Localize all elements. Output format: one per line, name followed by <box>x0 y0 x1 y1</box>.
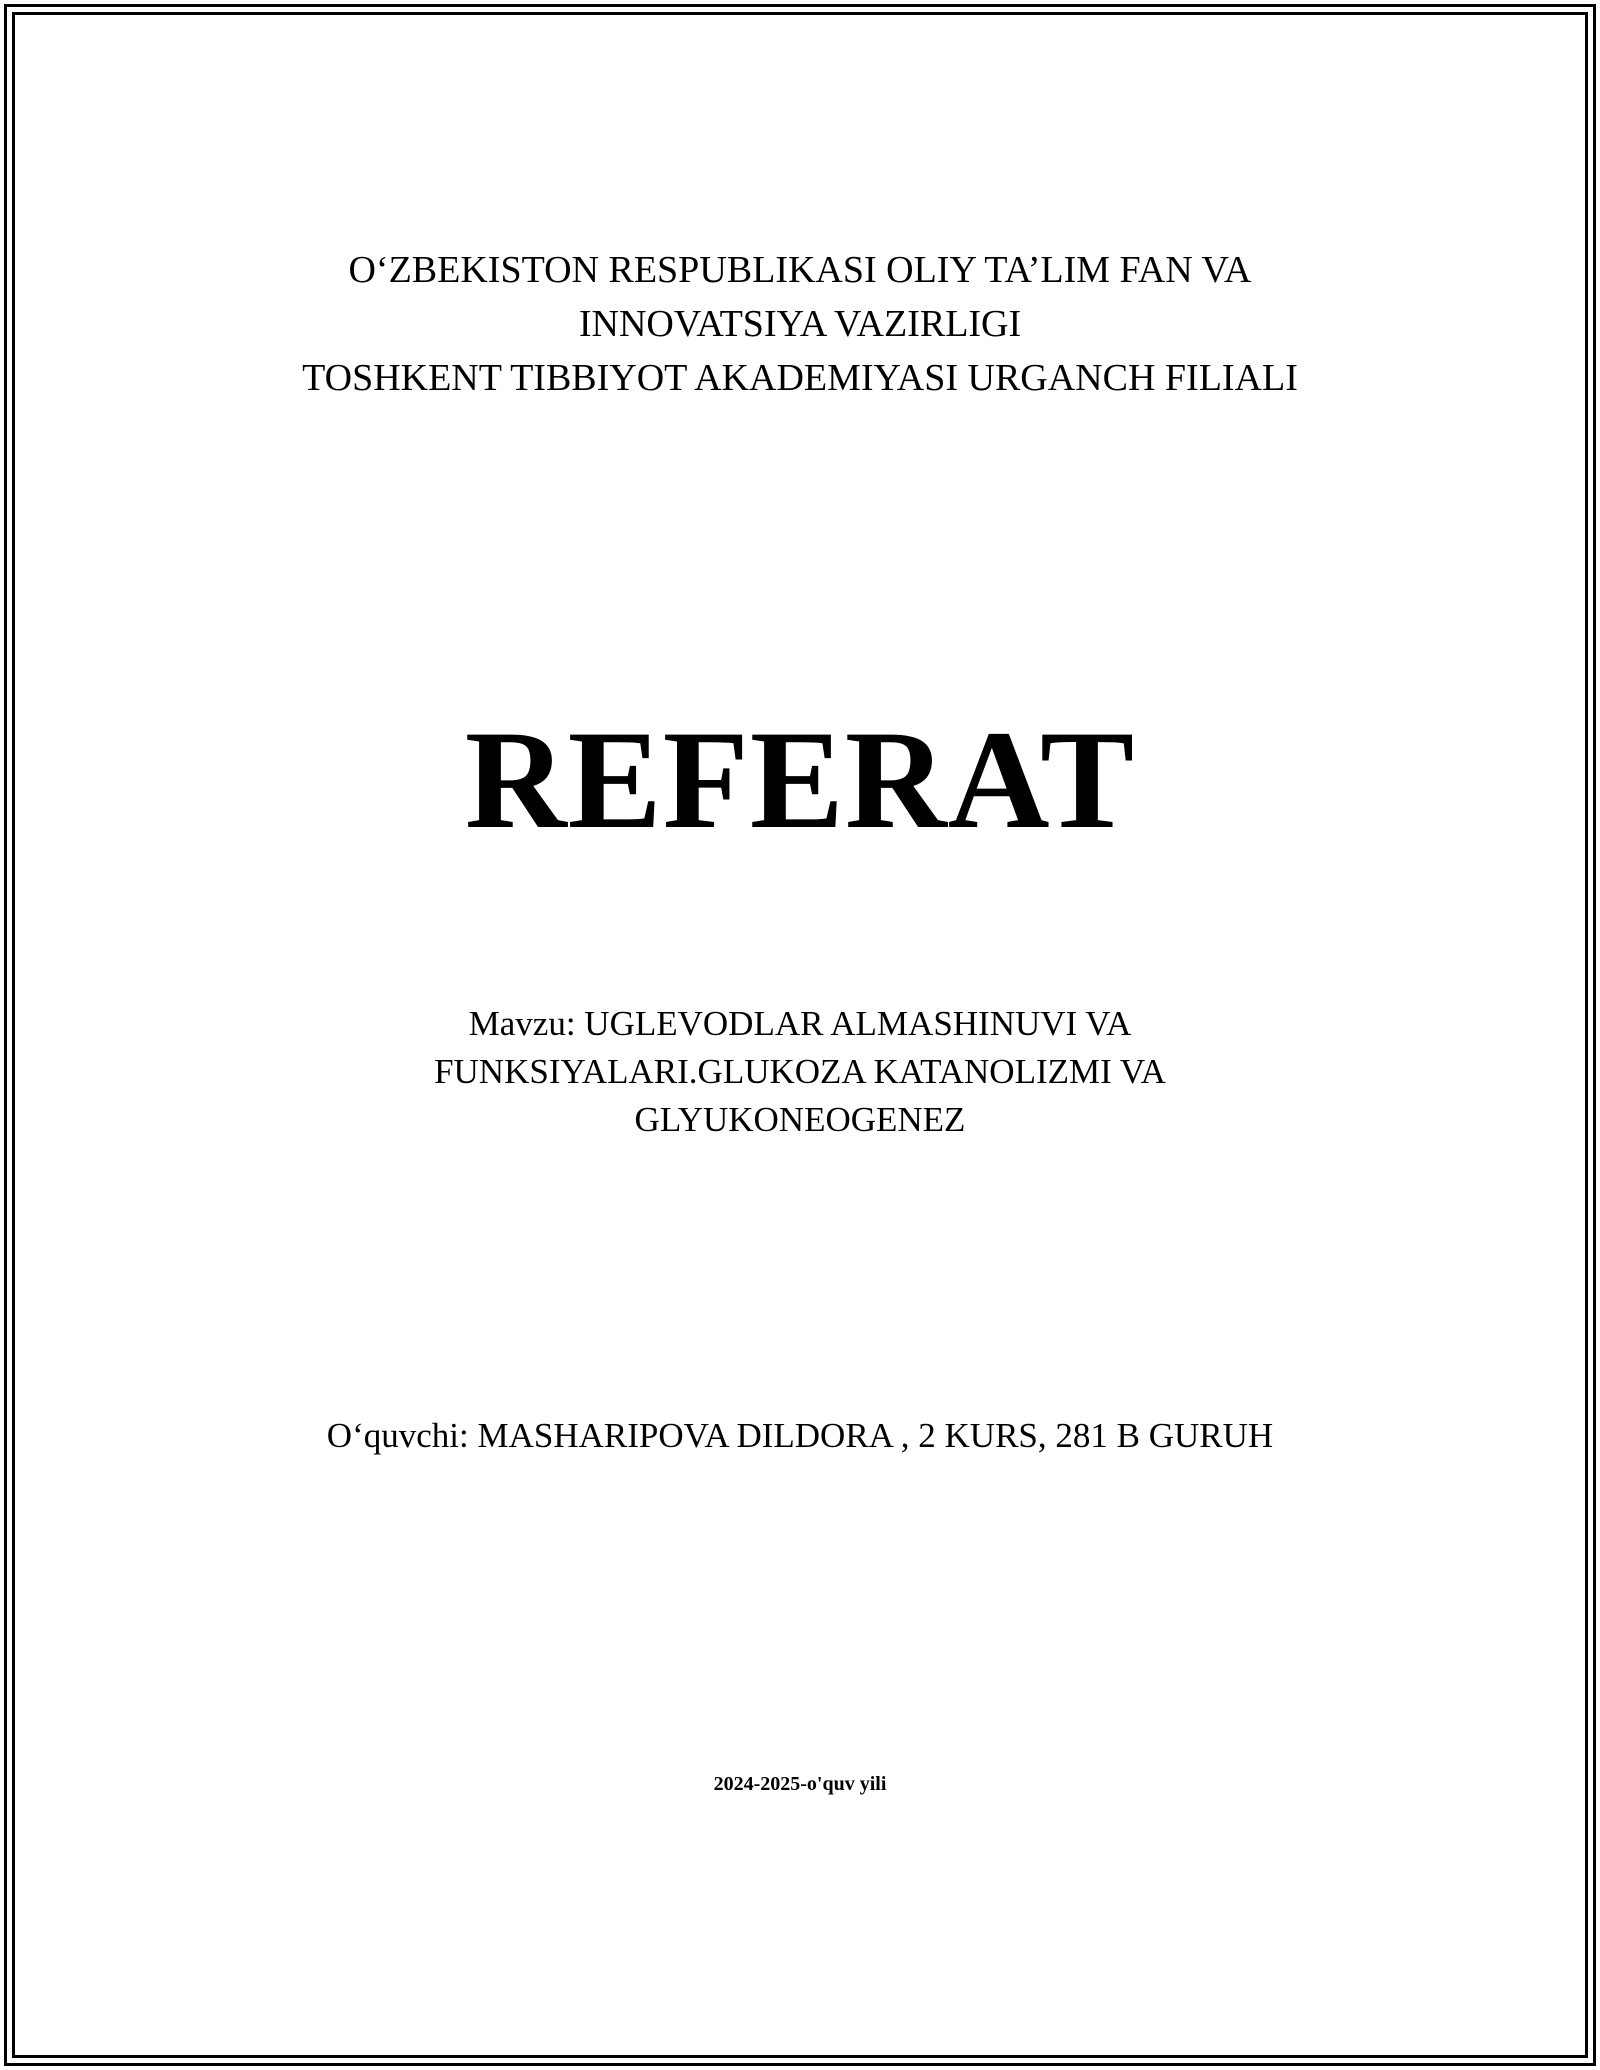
topic-line-3: GLYUKONEOGENEZ <box>634 1100 966 1139</box>
topic-line-1: Mavzu: UGLEVODLAR ALMASHINUVI VA <box>468 1004 1132 1043</box>
header-line-2: INNOVATSIYA VAZIRLIGI <box>578 303 1022 345</box>
student-info: O‘quvchi: MASHARIPOVA DILDORA , 2 KURS, 281 B GURUH <box>326 1416 1274 1455</box>
document-title: REFERAT <box>464 702 1136 858</box>
topic <box>0 1000 1600 1144</box>
header-line-3: TOSHKENT TIBBIYOT AKADEMIYASI URGANCH FILIALI <box>302 357 1298 399</box>
topic-line-2: FUNKSIYALARI.GLUKOZA KATANOLIZMI VA <box>434 1052 1166 1091</box>
institution-header <box>0 243 1600 405</box>
academic-year: 2024-2025-o'quv yili <box>713 1773 887 1795</box>
header-line-1: O‘ZBEKISTON RESPUBLIKASI OLIY TA’LIM FAN VA <box>348 249 1252 291</box>
